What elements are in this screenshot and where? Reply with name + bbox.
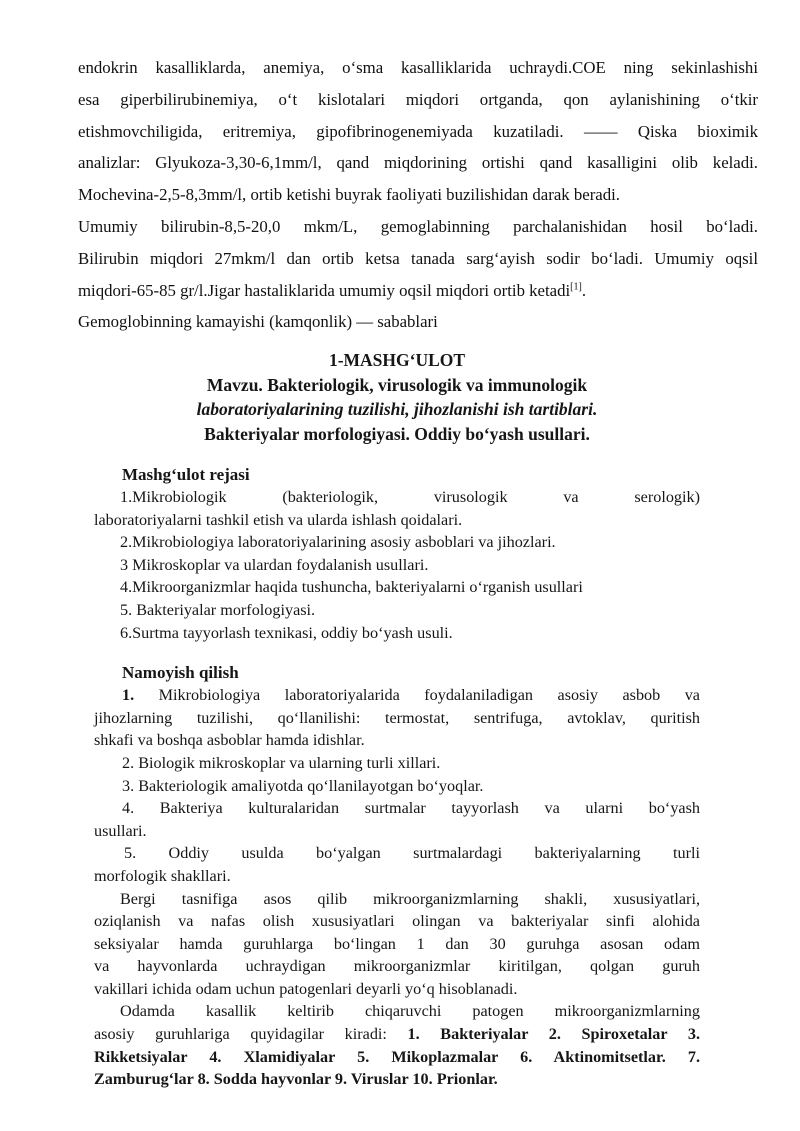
demo-item: usullari.: [94, 821, 147, 840]
plan-item: 1.Mikrobiologik (bakteriologik, virusologik va serologik): [120, 488, 700, 506]
plan-item: laboratoriyalarni tashkil etish va ularda ishlash qoidalari.: [94, 510, 463, 529]
topic-label: Mavzu.: [206, 374, 263, 395]
text-line: endokrin kasalliklarda, anemiya, o‘sma kasalliklarida uchraydi.COE ning sekinlashishi: [78, 58, 758, 77]
topic-text: laboratoriyalarining tuzilishi, jihozlanishi ish tartiblari.: [196, 399, 598, 419]
paragraph-line: Bergi tasnifiga asos qilib mikroorganizmlarning shakli, xususiyatlari,: [120, 889, 700, 908]
lesson-topic-line: [94, 373, 700, 398]
demo-item: jihozlarning tuzilishi, qo‘llanilishi: termostat, sentrifuga, avtoklav, quritish: [94, 708, 700, 727]
paragraph-line: seksiyalar hamda guruhlarga bo‘lingan 1 dan 30 guruhga asosan odam: [94, 934, 700, 953]
text-line-with-footnote: [78, 275, 758, 307]
plan-item: 6.Surtma tayyorlash texnikasi, oddiy bo‘yash usuli.: [120, 623, 453, 642]
paragraph-line: Rikketsiyalar 4. Xlamidiyalar 5. Mikoplazmalar 6. Aktinomitsetlar. 7.: [94, 1047, 700, 1066]
paragraph-line: vakillari ichida odam uchun patogenlari deyarli yo‘q hisoblanadi.: [94, 979, 518, 998]
demo-item: 2. Biologik mikroskoplar va ularning turli xillari.: [122, 753, 441, 772]
item-number: 1.: [122, 686, 135, 705]
lesson-topic-line: Bakteriyalar morfologiyasi. Oddiy bo‘yash usullari.: [204, 423, 590, 444]
footnote-ref[interactable]: [1]: [570, 280, 582, 292]
bold-text: 1. Bakteriyalar 2. Spiroxetalar 3.: [407, 1025, 701, 1044]
demo-item: [94, 684, 700, 707]
paragraph-line: [94, 1023, 700, 1046]
plan-item: 2.Mikrobiologiya laboratoriyalarining asosiy asboblari va jihozlari.: [120, 533, 556, 552]
plan-item: 3 Mikroskoplar va ulardan foydalanish usullari.: [120, 555, 429, 574]
text-line: Umumiy bilirubin-8,5-20,0 mkm/L, gemoglabinning parchalanishidan hosil bo‘ladi.: [78, 216, 758, 236]
paragraph-line: Zamburug‘lar 8. Sodda hayvonlar 9. Viruslar 10. Prionlar.: [94, 1070, 498, 1089]
text-line: Mochevina-2,5-8,3mm/l, ortib ketishi buyrak faoliyati buzilishidan darak beradi.: [78, 185, 620, 205]
text-line: miqdori-65-85 gr/l.Jigar hastaliklarida umumiy oqsil miqdori ortib ketadi: [78, 280, 571, 300]
demo-item: shkafi va boshqa asboblar hamda idishlar.: [94, 731, 365, 750]
demo-item: 5. Oddiy usulda bo‘yalgan surtmalardagi bakteriyalarning turli: [124, 844, 700, 863]
paragraph-line: oziqlanish va nafas olish xususiyatlari olingan va bakteriyalar sinfi alohida: [94, 912, 700, 931]
text-line: analizlar: Glyukoza-3,30-6,1mm/l, qand miqdorining ortishi qand kasalligini olib keladi.: [78, 153, 758, 173]
lesson-heading: 1-MASHG‘ULOT: [328, 350, 466, 370]
plan-title: Mashg‘ulot rejasi: [122, 465, 250, 484]
text: asosiy guruhlariga quyidagilar kiradi:: [94, 1025, 408, 1044]
scanned-lesson: [94, 348, 700, 1091]
text-line: Gemoglobinning kamayishi (kamqonlik) — sabablari: [78, 312, 438, 332]
topic-text: Bakteriologik, virusologik va immunologik: [267, 374, 588, 395]
text-line: etishmovchiligida, eritremiya, gipofibrinogenemiyada kuzatiladi. —— Qiska bioximik: [78, 121, 758, 141]
plan-item: 4.Mikroorganizmlar haqida tushuncha, bakteriyalarni o‘rganish usullari: [120, 578, 583, 597]
lesson-topic-line: [94, 397, 700, 422]
period: .: [581, 280, 587, 300]
plan-item: 5. Bakteriyalar morfologiyasi.: [120, 600, 316, 619]
intro-text: [78, 52, 758, 338]
demo-item: morfologik shakllari.: [94, 866, 231, 885]
demo-title: Namoyish qilish: [122, 663, 239, 683]
paragraph-line: va hayvonlarda uchraydigan mikroorganizmlar kiritilgan, qolgan guruh: [94, 957, 700, 976]
text-line: Bilirubin miqdori 27mkm/l dan ortib ketsa tanada sarg‘ayish sodir bo‘ladi. Umumiy oqsil: [78, 248, 758, 268]
item-text: Mikrobiologiya laboratoriyalarida foydalaniladigan asosiy asbob va: [158, 686, 700, 705]
demo-item: 3. Bakteriologik amaliyotda qo‘llanilayotgan bo‘yoqlar.: [122, 776, 484, 795]
paragraph-line: Odamda kasallik keltirib chiqaruvchi patogen mikroorganizmlarning: [120, 1002, 700, 1021]
text-line: esa giperbilirubinemiya, o‘t kislotalari miqdori ortganda, qon aylanishining o‘tkir: [78, 89, 758, 109]
demo-item: 4. Bakteriya kulturalaridan surtmalar tayyorlash va ularni bo‘yash: [122, 799, 700, 818]
